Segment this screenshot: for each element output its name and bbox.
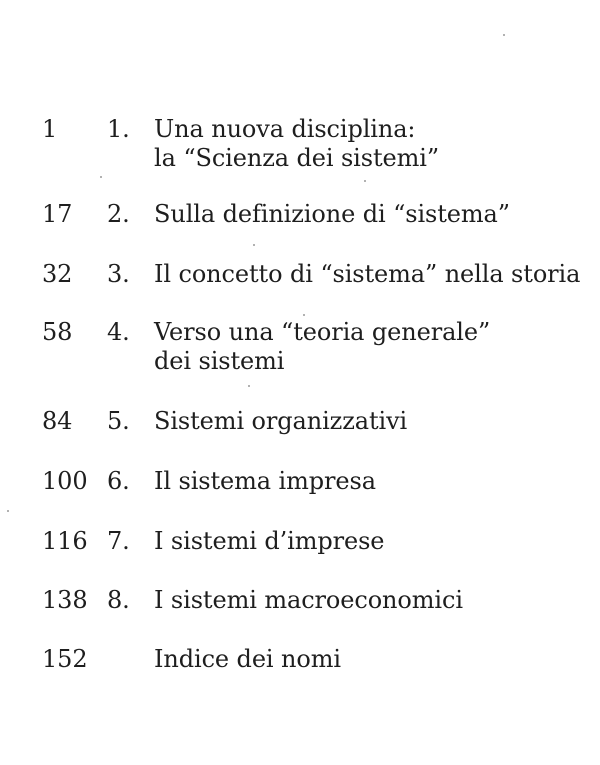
page-number: 58 <box>42 318 73 346</box>
chapter-title-line: Verso una “teoria generale” <box>154 318 491 346</box>
page-number: 138 <box>42 586 88 614</box>
chapter-title-line: Il sistema impresa <box>154 467 376 495</box>
chapter-title-line: Indice dei nomi <box>154 645 341 673</box>
scan-speck <box>100 176 102 178</box>
chapter-title <box>154 407 594 436</box>
page-number: 1 <box>42 115 58 143</box>
chapter-number: 7. <box>107 527 130 555</box>
chapter-title-line: I sistemi macroeconomici <box>154 586 463 614</box>
scan-speck <box>503 34 505 36</box>
chapter-number: 3. <box>107 260 130 288</box>
scan-speck <box>7 510 9 512</box>
chapter-title-line: I sistemi d’imprese <box>154 527 385 555</box>
chapter-number: 8. <box>107 586 130 614</box>
page-number: 100 <box>42 467 88 495</box>
chapter-title <box>154 260 594 289</box>
chapter-title-line: Il concetto di “sistema” nella storia <box>154 260 581 288</box>
chapter-number: 6. <box>107 467 130 495</box>
chapter-title <box>154 467 594 496</box>
scan-speck <box>248 385 250 387</box>
chapter-title-line: Una nuova disciplina: <box>154 115 416 143</box>
chapter-title <box>154 645 594 674</box>
chapter-number: 4. <box>107 318 130 346</box>
scan-speck <box>364 180 366 182</box>
chapter-title <box>154 318 594 376</box>
page-number: 84 <box>42 407 73 435</box>
chapter-title-line: Sistemi organizzativi <box>154 407 408 435</box>
chapter-number: 2. <box>107 200 130 228</box>
chapter-title-line: dei sistemi <box>154 347 285 375</box>
scan-speck <box>303 314 305 316</box>
chapter-title-line: Sulla definizione di “sistema” <box>154 200 510 228</box>
chapter-title-line: la “Scienza dei sistemi” <box>154 144 440 172</box>
chapter-number: 1. <box>107 115 130 143</box>
chapter-number: 5. <box>107 407 130 435</box>
chapter-title <box>154 115 594 173</box>
chapter-title <box>154 527 594 556</box>
page-number: 32 <box>42 260 73 288</box>
chapter-title <box>154 586 594 615</box>
page-number: 17 <box>42 200 73 228</box>
chapter-title <box>154 200 594 229</box>
page-number: 116 <box>42 527 88 555</box>
scan-speck <box>253 244 255 246</box>
page-number: 152 <box>42 645 88 673</box>
